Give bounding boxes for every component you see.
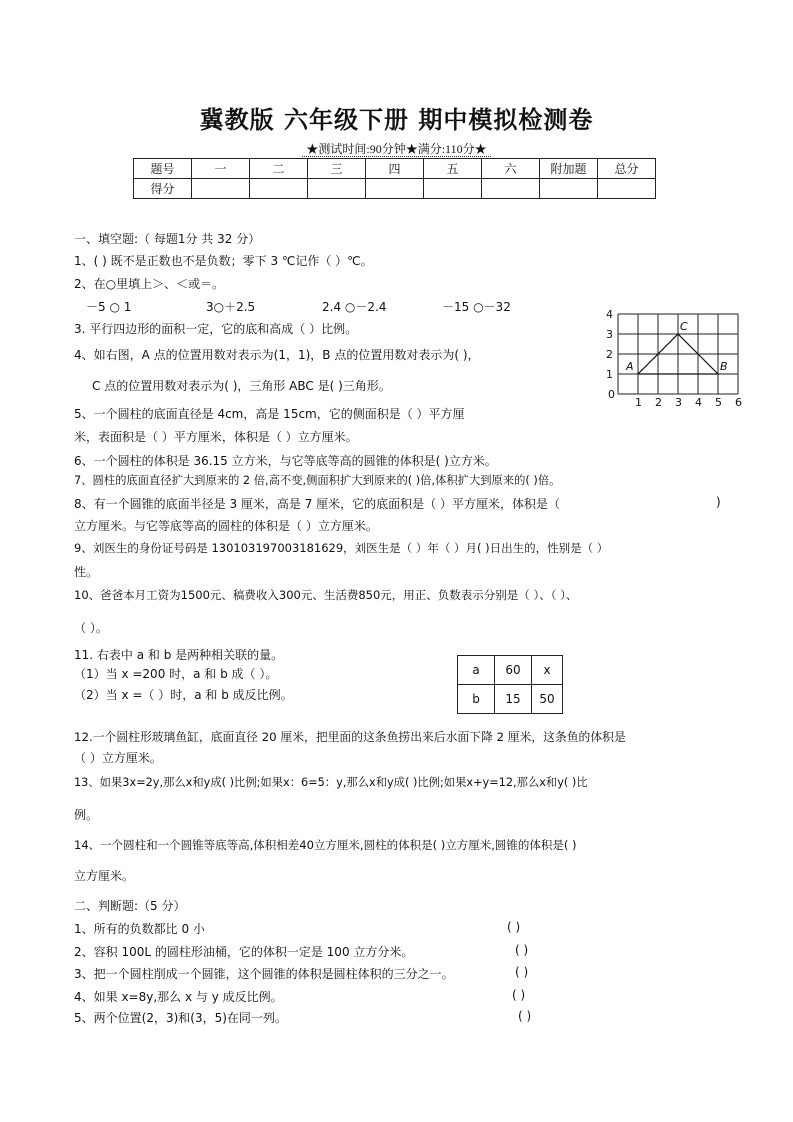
score-cell: 二 <box>250 159 308 179</box>
y-tick: 0 <box>608 388 615 401</box>
point-label-c: C <box>680 320 688 333</box>
question-13-line2: 例。 <box>74 808 99 822</box>
score-input-cell[interactable] <box>540 179 598 199</box>
question-2-item-d: －15 ○－32 <box>442 300 511 314</box>
x-tick: 4 <box>695 396 702 408</box>
question-9-line2: 性。 <box>74 565 99 579</box>
coordinate-grid-figure <box>604 306 744 408</box>
x-tick: 1 <box>635 396 642 408</box>
point-label-a: A <box>626 360 634 373</box>
question-9-line1: 9、刘医生的身份证号码是 130103197003181629，刘医生是（ ）年（ ）月( )日出生的，性别是（ ） <box>74 541 609 555</box>
question-2-item-b: 3○＋2.5 <box>206 300 256 314</box>
question-5-line2: 米，表面积是（ ）平方厘米，体积是（ ）立方厘米。 <box>74 430 358 444</box>
score-table-score-row <box>134 179 656 199</box>
grid-lines <box>618 314 738 394</box>
score-cell: 总分 <box>598 159 656 179</box>
section1-heading: 一、填空题:（ 每题1分 共 32 分） <box>74 232 261 246</box>
question-12-line1: 12.一个圆柱形玻璃鱼缸，底面直径 20 厘米，把里面的这条鱼捞出来后水面下降 2 厘米，这条鱼的体积是 <box>74 730 626 744</box>
question-12-line2: （ ）立方厘米。 <box>74 751 162 765</box>
score-table <box>133 158 656 199</box>
score-cell: 三 <box>308 159 366 179</box>
question-5-line1: 5、一个圆柱的底面直径是 4cm，高是 15cm，它的侧面积是（ ）平方厘 <box>74 407 465 421</box>
score-input-cell[interactable] <box>250 179 308 199</box>
score-cell: 附加题 <box>540 159 598 179</box>
y-tick: 3 <box>606 328 613 341</box>
score-input-cell[interactable] <box>482 179 540 199</box>
x-tick: 6 <box>735 396 742 408</box>
judge-5-answer[interactable]: ( ) <box>518 1009 532 1023</box>
y-tick: 4 <box>606 308 613 321</box>
question-4-line2: C 点的位置用数对表示为( )，三角形 ABC 是( )三角形。 <box>92 379 391 393</box>
judge-3: 3、把一个圆柱削成一个圆锥，这个圆锥的体积是圆柱体积的三分之一。 <box>74 967 454 981</box>
judge-4: 4、如果 x=8y,那么 x 与 y 成反比例。 <box>74 990 283 1004</box>
score-cell: 六 <box>482 159 540 179</box>
question-11-line2: （1）当 x =200 时，a 和 b 成（ ）。 <box>74 667 278 681</box>
y-tick: 1 <box>606 368 613 381</box>
question-2-item-a: －5 ○ 1 <box>86 300 132 314</box>
score-cell: 题号 <box>134 159 192 179</box>
score-cell: 一 <box>192 159 250 179</box>
question-10-line1: 10、爸爸本月工资为1500元、稿费收入300元、生活费850元，用正、负数表示分别是（ ）、（ ）、 <box>74 588 578 602</box>
score-cell: 四 <box>366 159 424 179</box>
x-tick: 3 <box>675 396 682 408</box>
judge-5: 5、两个位置(2，3)和(3，5)在同一列。 <box>74 1011 287 1025</box>
score-input-cell[interactable] <box>366 179 424 199</box>
question-8-line1: 8、有一个圆锥的底面半径是 3 厘米，高是 7 厘米，它的底面积是（ ）平方厘米，体积是（ <box>74 497 560 511</box>
judge-4-answer[interactable]: ( ) <box>512 988 526 1002</box>
question-11-line1: 11. 右表中 a 和 b 是两种相关联的量。 <box>74 648 284 662</box>
judge-3-answer[interactable]: ( ) <box>515 965 529 979</box>
x-tick: 2 <box>655 396 662 408</box>
page-subtitle: ★测试时间:90分钟★满分:110分★ <box>0 140 793 157</box>
ab-cell: b <box>458 685 495 714</box>
score-input-cell[interactable] <box>192 179 250 199</box>
question-2: 2、在○里填上＞、＜或＝。 <box>74 277 225 291</box>
judge-1: 1、所有的负数都比 0 小 <box>74 922 205 936</box>
ab-cell: 50 <box>532 685 563 714</box>
question-14-line2: 立方厘米。 <box>74 869 135 883</box>
question-8-line2: 立方厘米。与它等底等高的圆柱的体积是（ ）立方厘米。 <box>74 519 378 533</box>
question-6: 6、一个圆柱的体积是 36.15 立方米，与它等底等高的圆锥的体积是( )立方米。 <box>74 454 497 468</box>
score-cell: 五 <box>424 159 482 179</box>
judge-2: 2、容积 100L 的圆柱形油桶，它的体积一定是 100 立方分米。 <box>74 945 414 959</box>
ab-cell: a <box>458 656 495 685</box>
ab-cell: 60 <box>495 656 532 685</box>
question-2-item-c: 2.4 ○－2.4 <box>322 300 387 314</box>
score-table-header-row <box>134 159 656 179</box>
judge-1-answer[interactable]: ( ) <box>507 920 521 934</box>
x-tick: 5 <box>715 396 722 408</box>
ab-cell: 15 <box>495 685 532 714</box>
judge-2-answer[interactable]: ( ) <box>515 943 529 957</box>
score-input-cell[interactable] <box>424 179 482 199</box>
question-13-line1: 13、如果3x=2y,那么x和y成( )比例;如果x：6=5：y,那么x和y成( )比例;如果x+y=12,那么x和y( )比 <box>74 776 588 789</box>
question-4-line1: 4、如右图，A 点的位置用数对表示为(1，1)，B 点的位置用数对表示为( )， <box>74 348 480 362</box>
question-7: 7、圆柱的底面直径扩大到原来的 2 倍,高不变,侧面积扩大到原来的( )倍,体积扩大到原来的( )倍。 <box>74 474 561 487</box>
question-10-line2: （ ）。 <box>74 621 108 635</box>
y-tick: 2 <box>606 348 613 361</box>
point-label-b: B <box>720 360 728 373</box>
score-row-label: 得分 <box>134 179 192 199</box>
question-3: 3. 平行四边形的面积一定，它的底和高成（ ）比例。 <box>74 322 358 336</box>
page-title: 冀教版 六年级下册 期中模拟检测卷 <box>199 106 594 134</box>
score-input-cell[interactable] <box>308 179 366 199</box>
question-1: 1、( ) 既不是正数也不是负数；零下 3 ℃记作（ ）℃。 <box>74 254 373 268</box>
score-input-cell[interactable] <box>598 179 656 199</box>
question-11-line3: （2）当 x =（ ）时，a 和 b 成反比例。 <box>74 688 293 702</box>
question-8-line1-end: ) <box>716 495 721 509</box>
question-14-line1: 14、一个圆柱和一个圆锥等底等高,体积相差40立方厘米,圆柱的体积是( )立方厘米,圆锥的体积是( ) <box>74 838 577 852</box>
ab-cell: x <box>532 656 563 685</box>
ab-relation-table <box>457 655 563 714</box>
section2-heading: 二、判断题:（5 分） <box>74 899 186 913</box>
